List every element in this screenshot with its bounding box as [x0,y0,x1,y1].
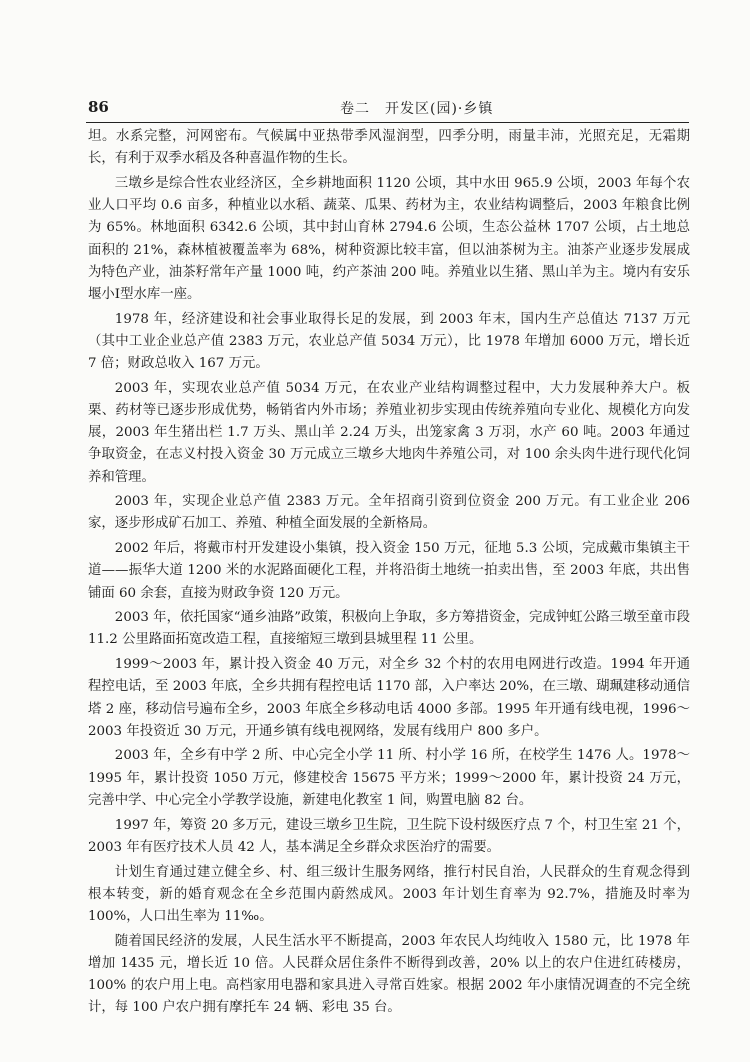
body-text [88,126,690,1022]
paragraph: 1978 年，经济建设和社会事业取得长足的发展，到 2003 年末，国内生产总值达 7137 万元（其中工业企业总产值 2383 万元，农业总产值 5034 万元），比 1978 年增加 6000 万元，增长近 7 倍；财政总收入 167 万元。 [88,311,690,372]
paragraph: 计划生育通过建立健全乡、村、组三级计生服务网络，推行村民自治，人民群众的生育观念得到根本转变，新的婚育观念在全乡范围内蔚然成风。2003 年计划生育率为 92.7%，措施及时率为 100%，人口出生率为 11‰。 [88,864,690,924]
paragraph: 1999～2003 年，累计投入资金 40 万元，对全乡 32 个村的农用电网进行改造。1994 年开通程控电话，至 2003 年底，全乡共拥有程控电话 1170 部，入户率达 20%，在三墩、瑚珮建移动通信塔 2 座，移动信号遍布全乡，2003 年底全乡移动电话 4000 多部。1995 年开通有线电视，1996～2003 年投资近 30 万元，开通乡镇有线电视网络，发展有线用户 800 多户。 [88,657,690,739]
paragraph: 2003 年，实现农业总产值 5034 万元，在农业产业结构调整过程中，大力发展种养大户。板栗、药材等已逐步形成优势，畅销省内外市场；养殖业初步实现由传统养殖向专业化、规模化方向发展，2003 年生猪出栏 1.7 万头、黑山羊 2.24 万头，出笼家禽 3 万羽，水产 60 吨。2003 年通过争取资金，在志义村投入资金 30 万元成立三墩乡大地肉牛养殖公司，对 100 余头肉牛进行现代化饲养和管理。 [88,380,690,485]
paragraph-continuation: 坦。水系完整，河网密布。气候属中亚热带季风湿润型，四季分明，雨量丰沛，光照充足，无霜期长，有利于双季水稻及各种喜温作物的生长。 [88,129,690,167]
running-title: 卷二 开发区(园)·乡镇 [340,101,494,117]
header-rule [86,122,689,123]
page-number: 86 [88,98,109,116]
paragraph: 2003 年，实现企业总产值 2383 万元。全年招商引资到位资金 200 万元。有工业企业 206 家，逐步形成矿石加工、养殖、种植全面发展的全新格局。 [88,494,690,532]
paragraph: 三墩乡是综合性农业经济区，全乡耕地面积 1120 公顷，其中水田 965.9 公顷，2003 年每个农业人口平均 0.6 亩多，种植业以水稻、蔬菜、瓜果、药材为主，农业结构调整后，2003 年粮食比例为 65%。林地面积 6342.6 公顷，其中封山育林 2794.6 公顷，生态公益林 1707 公顷，占土地总面积的 21%，森林植被覆盖率为 68%，树种资源比较丰富，但以油茶树为主。油茶产业逐步发展成为特色产业，油茶籽常年产量 1000 吨，约产茶油 200 吨。养殖业以生猪、黑山羊为主。境内有安乐堰小Ⅰ型水库一座。 [88,175,690,302]
paragraph: 随着国民经济的发展，人民生活水平不断提高，2003 年农民人均纯收入 1580 元，比 1978 年增加 1435 元，增长近 10 倍。人民群众居住条件不断得到改善，20% 以上的农户住进红砖楼房，100% 的农户用上电。高档家用电器和家具进入寻常百姓家。根据 2002 年小康情况调查的不完全统计，每 100 户农户拥有摩托车 24 辆、彩电 35 台。 [88,933,690,1016]
paragraph: 2002 年后，将戴市村开发建设小集镇，投入资金 150 万元，征地 5.3 公顷，完成戴市集镇主干道——振华大道 1200 米的水泥路面硬化工程，并将沿街土地统一拍卖出售，至 2003 年底，共出售铺面 60 余套，直接为财政争资 120 万元。 [88,541,690,601]
paragraph: 2003 年，全乡有中学 2 所、中心完全小学 11 所、村小学 16 所，在校学生 1476 人。1978～1995 年，累计投资 1050 万元，修建校舍 15675 平方米；1999～2000 年，累计投资 24 万元，完善中学、中心完全小学教学设施，新建电化教室 1 间，购置电脑 82 台。 [88,748,690,808]
paragraph: 2003 年，依托国家“通乡油路”政策，积极向上争取，多方筹措资金，完成钟虹公路三墩至童市段 11.2 公里路面拓宽改造工程，直接缩短三墩到县城里程 11 公里。 [88,610,690,648]
page-header [60,96,690,120]
paragraph: 1997 年，筹资 20 多万元，建设三墩乡卫生院，卫生院下设村级医疗点 7 个，村卫生室 21 个，2003 年有医疗技术人员 42 人，基本满足全乡群众求医治疗的需要。 [88,817,690,855]
